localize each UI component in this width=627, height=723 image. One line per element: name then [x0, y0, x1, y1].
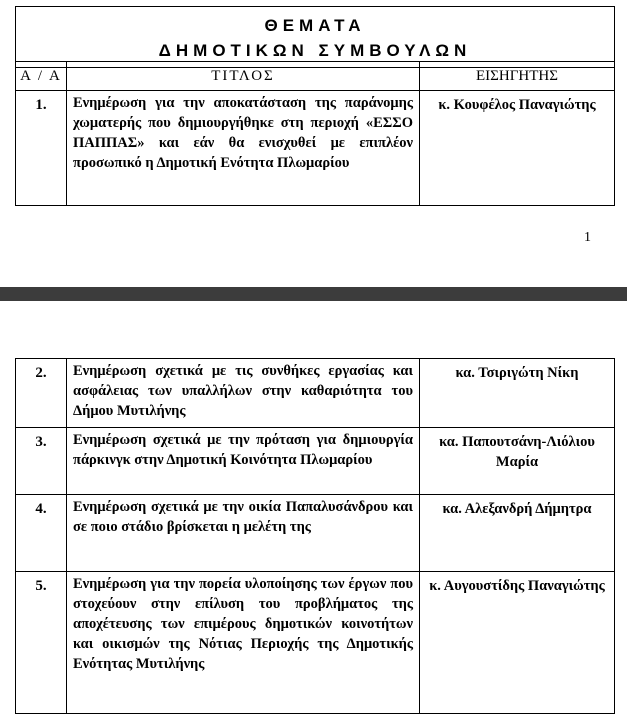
table-header-row — [16, 62, 615, 91]
table-row — [16, 572, 615, 714]
table-row — [16, 428, 615, 495]
row-number: 4. — [16, 495, 67, 572]
table-row — [16, 495, 615, 572]
row-title: Ενημέρωση σχετικά με τις συνθήκες εργασίας και ασφάλειας των υπαλλήλων στην καθαριότητα του Δήμου Μυτιλήνης — [67, 359, 420, 428]
row-number: 2. — [16, 359, 67, 428]
page-number: 1 — [584, 230, 591, 245]
table-row — [16, 91, 615, 206]
column-header-num: Α / Α — [16, 62, 67, 91]
row-speaker: κα. Παπουτσάνη-Λιόλιου Μαρία — [420, 428, 615, 495]
row-speaker: κα. Τσιριγώτη Νίκη — [420, 359, 615, 428]
column-header-speaker: ΕΙΣΗΓΗΤΗΣ — [420, 62, 615, 91]
row-speaker: κ. Αυγουστίδης Παναγιώτης — [420, 572, 615, 714]
row-number: 3. — [16, 428, 67, 495]
page-separator — [0, 287, 627, 301]
row-number: 5. — [16, 572, 67, 714]
row-speaker: κα. Αλεξανδρή Δήμητρα — [420, 495, 615, 572]
row-title: Ενημέρωση για την πορεία υλοποίησης των έργων που στοχεύουν στην επίλυση του προβλήματος της αποχέτευσης των επιμέρους δημοτικών κοινοτήτων και οικισμών της Νότιας Περιοχής της Δημοτικής Ενότητας Μυτιλήνης — [67, 572, 420, 714]
topics-table-page-1 — [15, 61, 615, 206]
title-line-2: ΔΗΜΟΤΙΚΩΝ ΣΥΜΒΟΥΛΩΝ — [158, 41, 472, 60]
row-title: Ενημέρωση σχετικά με την πρόταση για δημιουργία πάρκινγκ στην Δημοτική Κοινότητα Πλωμαρίου — [67, 428, 420, 495]
table-row — [16, 359, 615, 428]
topics-table-page-2 — [15, 358, 615, 714]
row-title: Ενημέρωση για την αποκατάσταση της παράνομης χωματερής που δημιουργήθηκε στη περιοχή «ΕΣΣΟ ΠΑΠΠΑΣ» και εάν θα ενισχυθεί με επιπλέον προσωπικό η Δημοτική Ενότητα Πλωμαρίου — [67, 91, 420, 206]
header-table — [15, 6, 615, 68]
document-title — [16, 7, 615, 68]
title-line-1: ΘΕΜΑΤΑ — [264, 16, 366, 35]
row-number: 1. — [16, 91, 67, 206]
column-header-title: ΤΙΤΛΟΣ — [67, 62, 420, 91]
row-speaker: κ. Κουφέλος Παναγιώτης — [420, 91, 615, 206]
row-title: Ενημέρωση σχετικά με την οικία Παπαλυσάνδρου και σε ποιο στάδιο βρίσκεται η μελέτη της — [67, 495, 420, 572]
document-page-1 — [0, 0, 627, 287]
